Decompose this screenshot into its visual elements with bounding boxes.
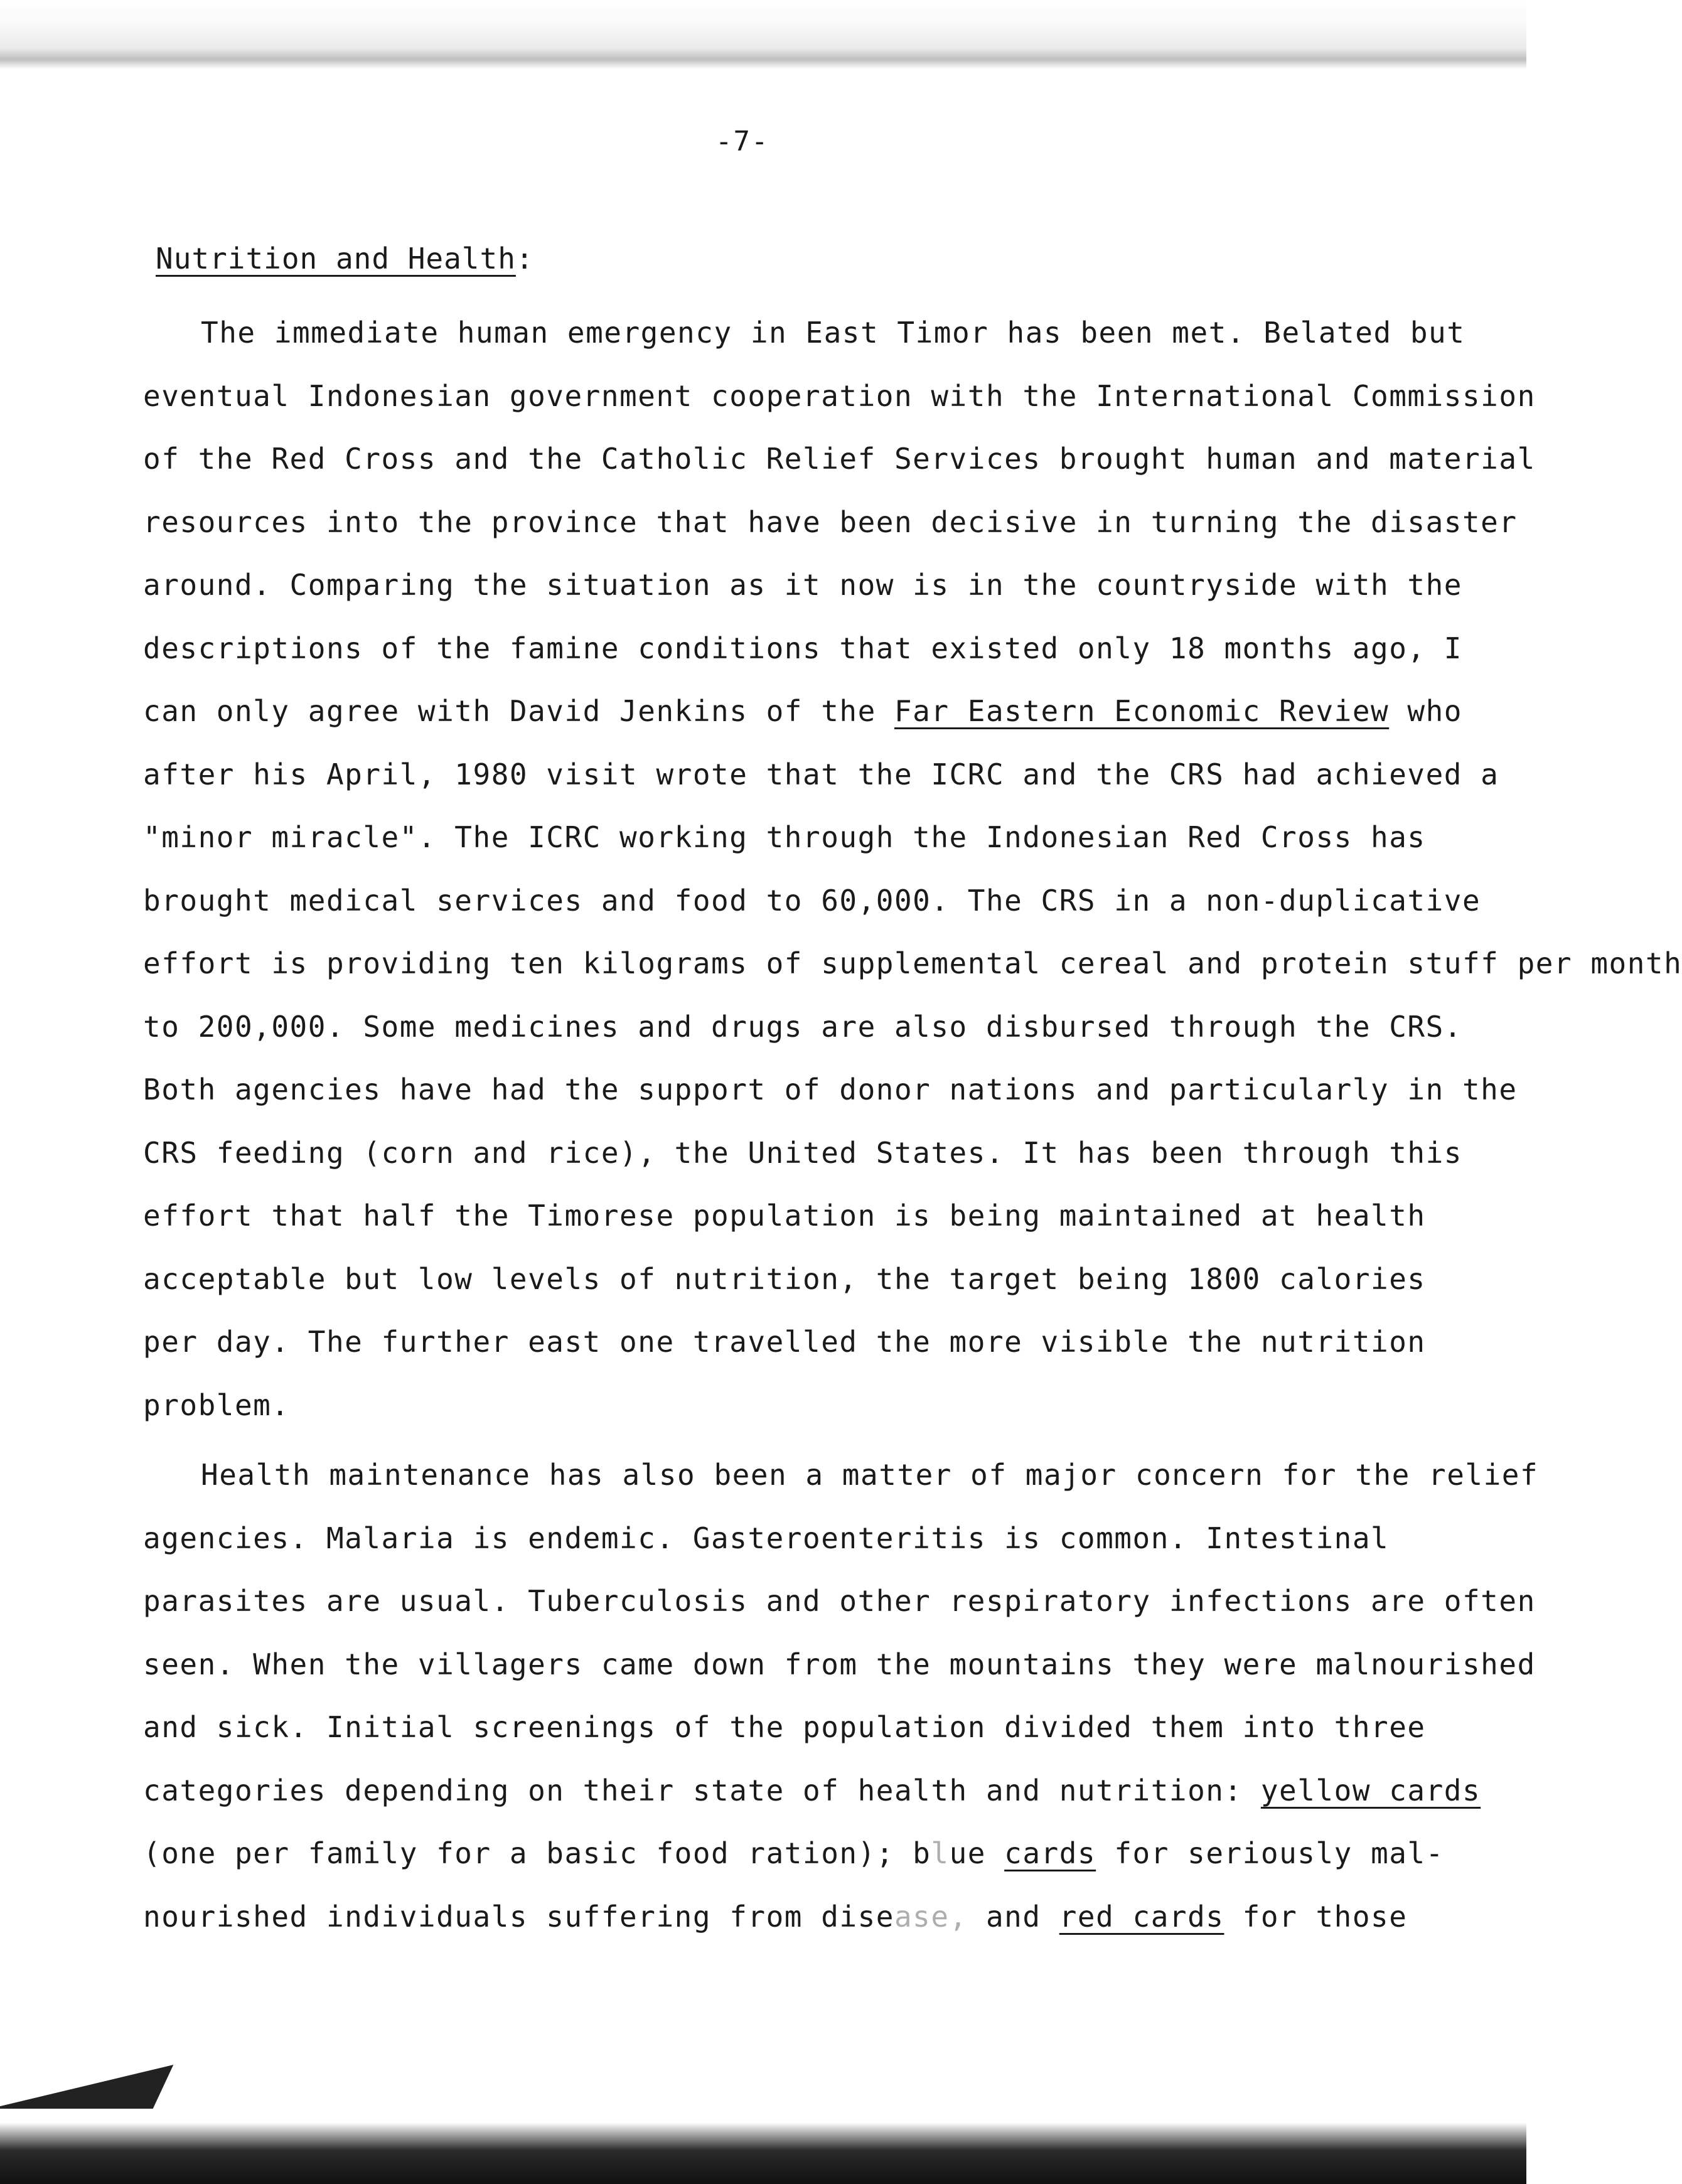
ration-text: (one per family for a basic food ration); xyxy=(143,1836,913,1870)
jenkins-text-after: who xyxy=(1389,694,1462,728)
paragraph-line: Health maintenance has also been a matter of major concern for the relief xyxy=(201,1458,1539,1492)
paragraph-line: around. Comparing the situation as it now is in the countryside with the xyxy=(143,568,1462,602)
paragraph-line: to 200,000. Some medicines and drugs are also disbursed through the CRS. xyxy=(143,1009,1462,1044)
and-text: and xyxy=(967,1899,1059,1934)
blue-prefix: b xyxy=(913,1836,931,1870)
page-number: -7- xyxy=(715,126,769,158)
paragraph-line: descriptions of the famine conditions that existed only 18 months ago, I xyxy=(143,631,1462,665)
categories-text: categories depending on their state of health and nutrition: xyxy=(143,1773,1261,1807)
paragraph-line-categories xyxy=(143,1759,1511,1823)
jenkins-text: can only agree with David Jenkins of the xyxy=(143,694,894,728)
paragraph-line: brought medical services and food to 60,000. The CRS in a non-duplicative xyxy=(143,883,1481,918)
paragraph-line: problem. xyxy=(143,1388,290,1422)
paragraph-line: Both agencies have had the support of donor nations and particularly in the xyxy=(143,1073,1518,1106)
blue-cards-term: cards xyxy=(1004,1836,1096,1870)
paragraph-line-jenkins xyxy=(143,680,1511,743)
paragraph-line: The immediate human emergency in East Timor has been met. Belated but xyxy=(201,316,1465,350)
scan-top-edge xyxy=(0,0,1526,69)
section-heading xyxy=(156,242,534,276)
nourished-text: nourished individuals suffering from dise xyxy=(143,1899,894,1934)
scan-bottom-shadow xyxy=(0,2065,173,2109)
paragraph-line: acceptable but low levels of nutrition, the target being 1800 calories xyxy=(143,1261,1426,1296)
paragraph-line: CRS feeding (corn and rice), the United States. It has been through this xyxy=(143,1135,1462,1170)
blue-after-text: for seriously mal- xyxy=(1096,1836,1444,1870)
paragraph-line: after his April, 1980 visit wrote that the ICRC and the CRS had achieved a xyxy=(143,757,1499,791)
paragraph-line: agencies. Malaria is endemic. Gasteroenteritis is common. Intestinal xyxy=(143,1521,1390,1555)
paragraph-line-red xyxy=(143,1885,1511,1949)
paragraph-line: effort is providing ten kilograms of supplemental cereal and protein stuff per month xyxy=(143,946,1682,980)
paragraph-line: eventual Indonesian government cooperation with the International Commission xyxy=(143,378,1536,413)
blue-rest: ue xyxy=(949,1836,1005,1870)
paragraph-line: and sick. Initial screenings of the population divided them into three xyxy=(143,1710,1426,1744)
paragraph-line: seen. When the villagers came down from the mountains they were malnourished xyxy=(143,1647,1536,1681)
paragraph-line: resources into the province that have been decisive in turning the disaster xyxy=(143,505,1518,539)
red-after-text: for those xyxy=(1224,1899,1408,1934)
blue-faded: l xyxy=(931,1836,950,1870)
paragraph-line-blue xyxy=(143,1822,1511,1885)
red-cards-term: red cards xyxy=(1059,1899,1224,1934)
paragraph-line: of the Red Cross and the Catholic Relief Services brought human and material xyxy=(143,442,1536,476)
paragraph-line: per day. The further east one travelled the more visible the nutrition xyxy=(143,1325,1426,1359)
scan-bottom-edge xyxy=(0,2096,1526,2184)
section-heading-colon: : xyxy=(515,242,534,276)
paragraph-health xyxy=(143,1443,1539,1948)
publication-title: Far Eastern Economic Review xyxy=(894,694,1390,728)
paragraph-line: parasites are usual. Tuberculosis and other respiratory infections are often xyxy=(143,1584,1536,1618)
paragraph-nutrition xyxy=(143,301,1682,1437)
section-heading-text: Nutrition and Health xyxy=(156,242,516,276)
faded-text: ase, xyxy=(894,1899,968,1934)
paragraph-line: "minor miracle". The ICRC working through the Indonesian Red Cross has xyxy=(143,820,1426,854)
paragraph-line: effort that half the Timorese population is being maintained at health xyxy=(143,1199,1426,1233)
yellow-cards-term: yellow cards xyxy=(1260,1773,1481,1807)
